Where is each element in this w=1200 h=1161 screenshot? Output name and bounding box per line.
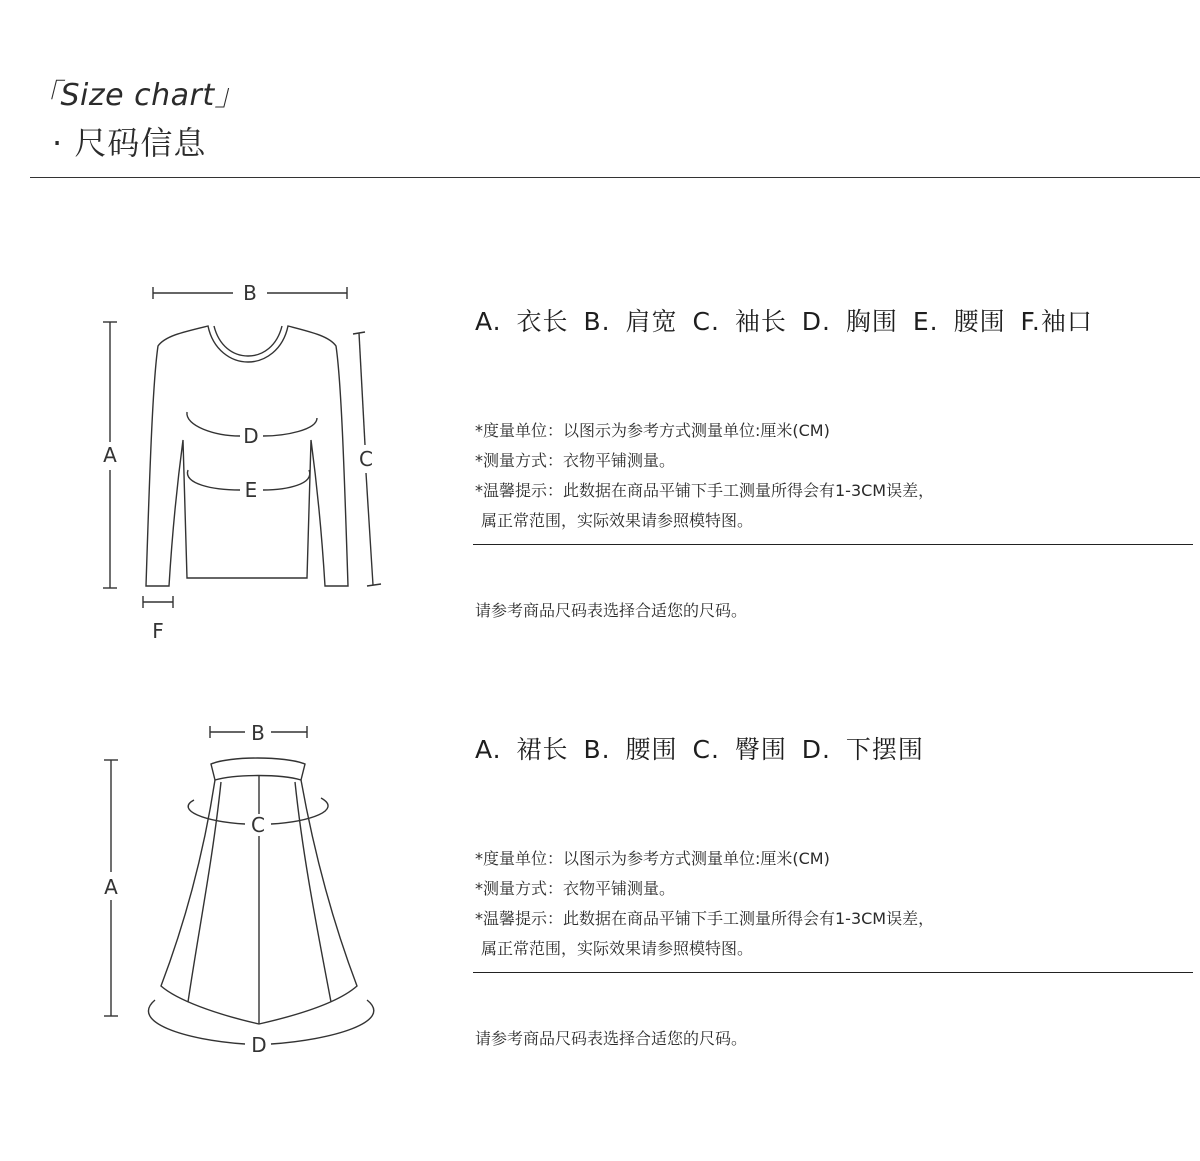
note-unit: *度量单位：以图示为参考方式测量单位:厘米(CM) xyxy=(475,421,830,440)
spec-divider xyxy=(473,544,1193,545)
skirt-diagram xyxy=(95,718,395,1063)
skirt-label-d: D xyxy=(251,1033,267,1057)
size-advice: 请参考商品尺码表选择合适您的尺码。 xyxy=(475,1029,748,1048)
measure-labels: A. 裙长 B. 腰围 C. 臀围 D. 下摆围 xyxy=(475,735,924,764)
skirt-label-c: C xyxy=(251,813,265,837)
measure-labels: A. 衣长 B. 肩宽 C. 袖长 D. 胸围 E. 腰围 F.袖口 xyxy=(475,307,1093,336)
skirt-spec-panel xyxy=(475,730,1195,1060)
measure-notes xyxy=(475,844,934,964)
measure-notes xyxy=(475,416,934,536)
note-unit: *度量单位：以图示为参考方式测量单位:厘米(CM) xyxy=(475,849,830,868)
page-title-en: 「Size chart」 xyxy=(30,78,246,113)
diagram-label-b: B xyxy=(243,281,257,305)
diagram-label-e: E xyxy=(244,478,258,502)
note-tip-cont: 属正常范围，实际效果请参照模特图。 xyxy=(481,939,754,958)
page-title-cn: · 尺码信息 xyxy=(52,124,207,162)
note-tip: *温馨提示：此数据在商品平铺下手工测量所得会有1-3CM误差， xyxy=(475,909,935,928)
skirt-label-b: B xyxy=(251,721,265,745)
top-garment-diagram xyxy=(95,280,395,650)
diagram-label-f: F xyxy=(152,619,164,643)
skirt-label-a: A xyxy=(104,875,118,899)
note-tip-cont: 属正常范围，实际效果请参照模特图。 xyxy=(481,511,754,530)
diagram-label-c: C xyxy=(359,447,373,471)
top-spec-panel xyxy=(475,302,1195,632)
diagram-label-d: D xyxy=(243,424,259,448)
spec-divider xyxy=(473,972,1193,973)
size-advice: 请参考商品尺码表选择合适您的尺码。 xyxy=(475,601,748,620)
note-method: *测量方式：衣物平铺测量。 xyxy=(475,451,676,470)
header-divider xyxy=(30,177,1200,178)
note-tip: *温馨提示：此数据在商品平铺下手工测量所得会有1-3CM误差， xyxy=(475,481,935,500)
diagram-label-a: A xyxy=(103,443,117,467)
note-method: *测量方式：衣物平铺测量。 xyxy=(475,879,676,898)
